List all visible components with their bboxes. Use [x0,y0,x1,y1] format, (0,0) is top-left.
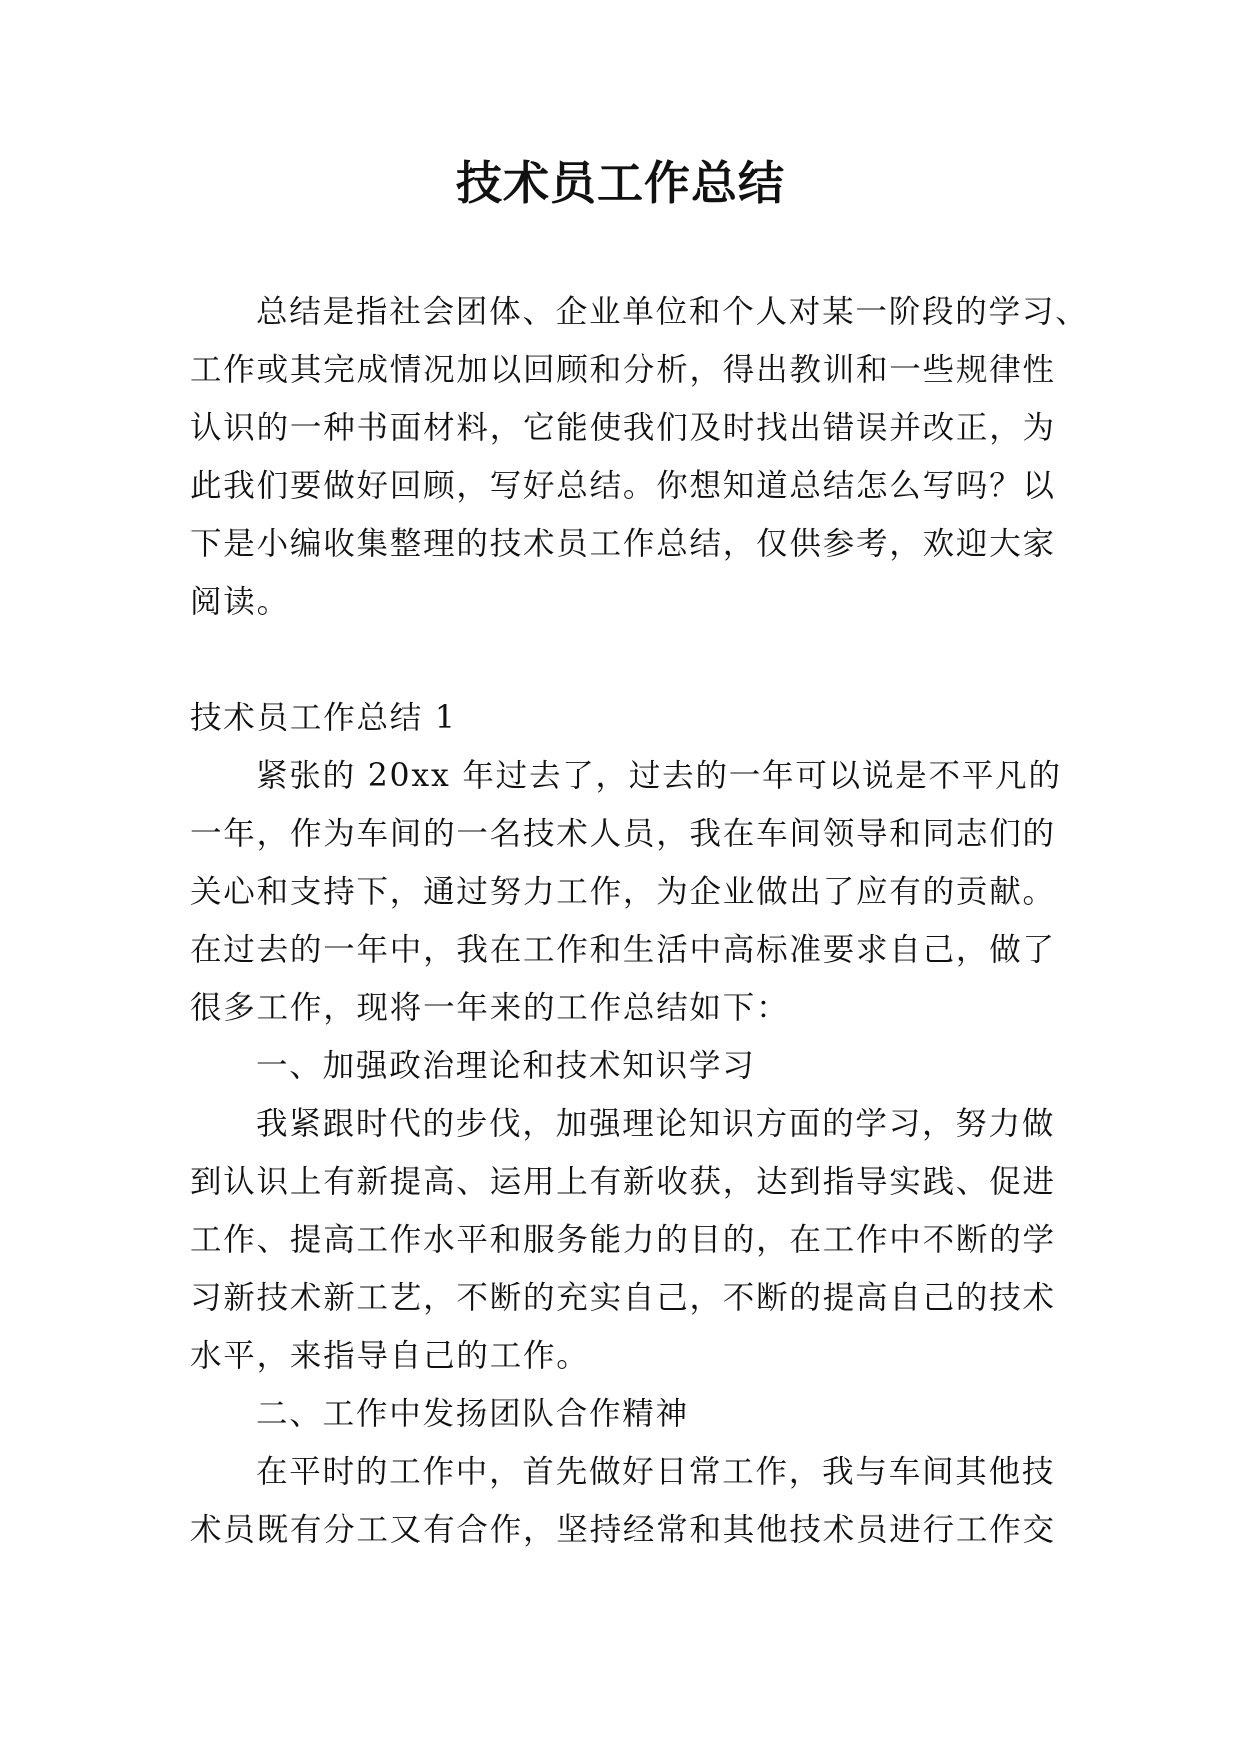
text-line: 工作、提高工作水平和服务能力的目的，在工作中不断的学 [190,1222,1056,1258]
paragraph-3 [190,1443,1055,1559]
subheading-2: 二、工作中发扬团队合作精神 [256,1396,689,1432]
text-line: 阅读。 [190,584,290,620]
text-line: 一年，作为车间的一名技术人员，我在车间领导和同志们的 [190,816,1056,852]
text-line: 在平时的工作中，首先做好日常工作，我与车间其他技 [256,1454,1056,1490]
subheading-1: 一、加强政治理论和技术知识学习 [256,1048,756,1084]
text-line: 水平，来指导自己的工作。 [190,1338,590,1374]
paragraph-spacer [190,631,1055,689]
text-line: 术员既有分工又有合作，坚持经常和其他技术员进行工作交 [190,1512,1056,1548]
text-line: 习新技术新工艺，不断的充实自己，不断的提高自己的技术 [190,1280,1056,1316]
text-line: 此我们要做好回顾，写好总结。你想知道总结怎么写吗？以 [190,468,1056,504]
text-line: 下是小编收集整理的技术员工作总结，仅供参考，欢迎大家 [190,526,1056,562]
section-heading: 技术员工作总结 1 [190,700,457,736]
text-line: 我紧跟时代的步伐，加强理论知识方面的学习，努力做 [256,1106,1056,1142]
text-line: 在过去的一年中，我在工作和生活中高标准要求自己，做了 [190,932,1056,968]
text-line: 关心和支持下，通过努力工作，为企业做出了应有的贡献。 [190,874,1056,910]
text-line: 工作或其完成情况加以回顾和分析，得出教训和一些规律性 [190,352,1056,388]
paragraph-2 [190,1095,1055,1385]
text-line: 紧张的 20xx 年过去了，过去的一年可以说是不平凡的 [256,758,1062,794]
text-line: 到认识上有新提高、运用上有新收获，达到指导实践、促进 [190,1164,1056,1200]
intro-paragraph [190,283,1089,631]
document-title: 技术员工作总结 [456,156,785,210]
paragraph-1 [190,747,1062,1037]
text-line: 很多工作，现将一年来的工作总结如下： [190,990,790,1026]
text-line: 认识的一种书面材料，它能使我们及时找出错误并改正，为 [190,410,1056,446]
text-line: 总结是指社会团体、企业单位和个人对某一阶段的学习、 [256,294,1089,330]
document-body [190,283,1089,1559]
